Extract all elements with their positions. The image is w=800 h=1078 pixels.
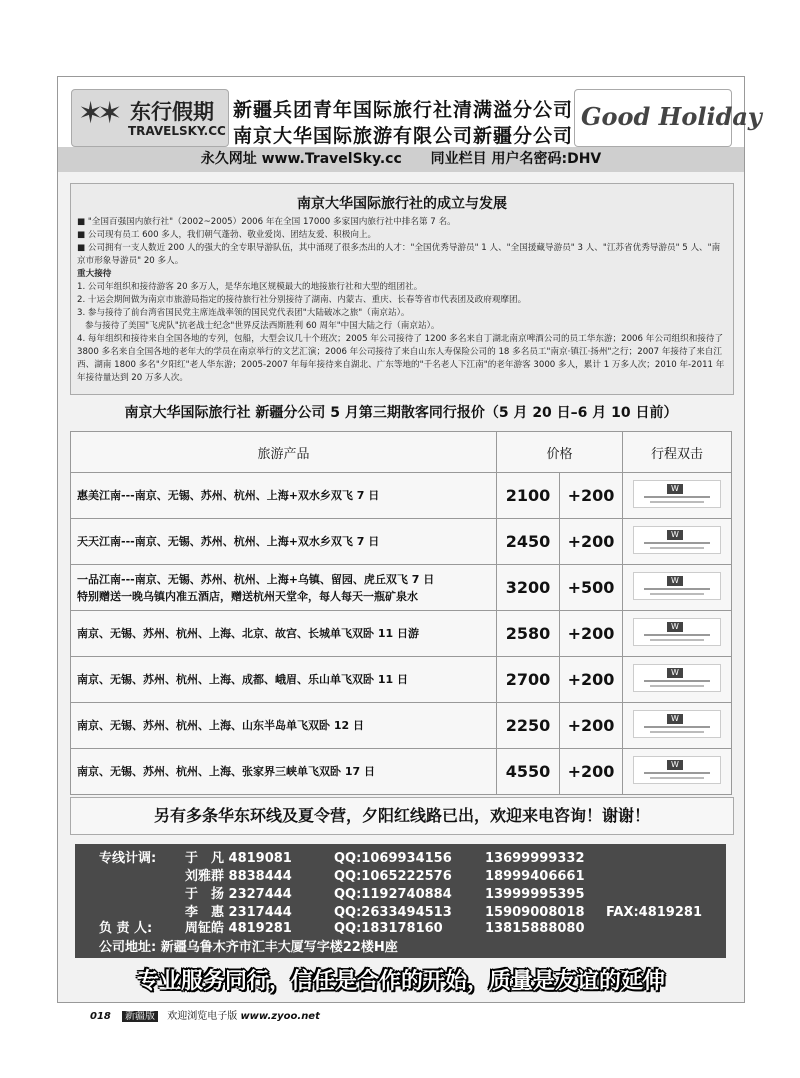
product-name: 天天江南---南京、无锡、苏州、杭州、上海+双水乡双飞 7 日 — [77, 535, 380, 548]
product-name: 南京、无锡、苏州、杭州、上海、成都、峨眉、乐山单飞双卧 11 日 — [77, 673, 408, 686]
product-name: 惠美江南---南京、无锡、苏州、杭州、上海+双水乡双飞 7 日 — [77, 489, 380, 502]
intro-box — [70, 183, 734, 395]
product-name: 南京、无锡、苏州、杭州、上海、张家界三峡单飞双卧 17 日 — [77, 765, 375, 778]
address-text: 新疆乌鲁木齐市汇丰大厦写字楼22楼H座 — [160, 940, 398, 955]
manager-label: 负 责 人: — [99, 921, 153, 936]
price-cell: 2100 — [497, 473, 560, 519]
agency-name-1: 新疆兵团青年国际旅行社清满溢分公司 — [233, 99, 574, 121]
product-cell — [71, 473, 497, 519]
product-cell — [71, 519, 497, 565]
edition-badge: 新疆版 — [122, 1011, 158, 1022]
product-name: 南京、无锡、苏州、杭州、上海、北京、故宫、长城单飞双卧 11 日游 — [77, 627, 419, 640]
surcharge-cell: +200 — [560, 749, 623, 795]
contact-phone: 13999995395 — [485, 887, 585, 902]
table-row — [71, 611, 732, 657]
pricing-title: 南京大华国际旅行社 新疆分公司 5 月第三期散客同行报价（5 月 20 日–6 月 10 日前） — [124, 405, 678, 421]
price-cell: 2250 — [497, 703, 560, 749]
agency-name-2: 南京大华国际旅游有限公司新疆分公司 — [233, 125, 574, 147]
schedule-cell[interactable] — [623, 703, 732, 749]
logo-cn-text: 东行假期 — [130, 100, 214, 124]
intro-item: 4. 每年组织和接待来自全国各地的专列，包船，大型会议几十个班次；2005 年公司接待了 1200 多名来自丁湖北南京啤酒公司的员工华东游；2006 年公司组织和接待了3800 多名来自全国各地的老年大的学员在南京举行的文艺汇演；2006 年公司接待了来自山东人寿保险公司的 18 多名员工"南京·镇江·扬州"之行；2007 年接待了来自江西、湖南 1800 多名"夕阳红"老人华东游；2005-2007 年每年接待来自湖北、广东等地的"千名老人下江南"的老年游客 3000 多人，累计 1 万多人次；2010 年-2011 年年接待量达到 20 万多人次。 — [77, 334, 725, 383]
hotline-label: 专线计调: — [99, 851, 157, 866]
footer-url[interactable]: www.zyoo.net — [240, 1011, 320, 1022]
contact-name: 于 扬 2327444 — [185, 887, 292, 902]
manager-name: 周钲皓 4819281 — [185, 921, 292, 936]
intro-item: 1. 公司年组织和接待游客 20 多万人，是华东地区规模最大的地接旅行社和大型的组团社。 — [77, 282, 423, 292]
schedule-cell[interactable] — [623, 749, 732, 795]
intro-subhead: 重大接待 — [77, 269, 112, 279]
fax-number: FAX:4819281 — [606, 905, 702, 920]
website-link[interactable]: 永久网址 www.TravelSky.cc — [200, 151, 402, 167]
product-cell — [71, 703, 497, 749]
manager-qq: QQ:183178160 — [334, 921, 443, 936]
manager-phone: 13815888080 — [485, 921, 585, 936]
contact-phone: 18999406661 — [485, 869, 585, 884]
contact-qq: QQ:1069934156 — [334, 851, 452, 866]
logo-en-text: TRAVELSKY.CC — [128, 124, 226, 138]
header — [58, 77, 762, 172]
itinerary-doc-icon[interactable]: W — [633, 572, 721, 600]
page-panel — [57, 76, 762, 1003]
contact-qq: QQ:1065222576 — [334, 869, 452, 884]
schedule-cell[interactable] — [623, 519, 732, 565]
table-row — [71, 749, 732, 795]
product-cell — [71, 749, 497, 795]
table-row — [71, 657, 732, 703]
price-cell: 3200 — [497, 565, 560, 611]
product-name: 南京、无锡、苏州、杭州、上海、山东半岛单飞双卧 12 日 — [77, 719, 364, 732]
notice-banner: 另有多条华东环线及夏令营，夕阳红线路已出，欢迎来电咨询！谢谢！ — [70, 797, 734, 835]
product-cell — [71, 657, 497, 703]
page-number: 018 — [90, 1011, 111, 1022]
contact-name: 刘雅群 8838444 — [185, 869, 292, 884]
schedule-cell[interactable] — [623, 611, 732, 657]
people-logo-icon: ✶✶ — [78, 96, 117, 131]
itinerary-doc-icon[interactable]: W — [633, 710, 721, 738]
intro-bullet: ■ "全国百强国内旅行社"（2002~2005）2006 年在全国 17000 多家国内旅行社中排名第 7 名。 — [77, 217, 456, 227]
product-cell — [71, 565, 497, 611]
table-row — [71, 473, 732, 519]
login-info: 同业栏目 用户名密码:DHV — [430, 151, 602, 167]
col-price: 价格 — [497, 432, 623, 473]
intro-title: 南京大华国际旅行社的成立与发展 — [297, 196, 507, 212]
product-cell — [71, 611, 497, 657]
itinerary-doc-icon[interactable]: W — [633, 526, 721, 554]
contact-qq: QQ:1192740884 — [334, 887, 452, 902]
intro-item: 3. 参与接待了前台湾省国民党主席连战率领的国民党代表团"大陆破冰之旅"（南京站）。 — [77, 308, 410, 318]
table-row — [71, 703, 732, 749]
itinerary-doc-icon[interactable]: W — [633, 480, 721, 508]
col-product: 旅游产品 — [71, 432, 497, 473]
slogan: 专业服务同行，信任是合作的开始，质量是友谊的延伸 — [136, 969, 665, 994]
schedule-cell[interactable] — [623, 565, 732, 611]
schedule-cell[interactable] — [623, 473, 732, 519]
price-table — [70, 431, 732, 795]
good-holiday-logo — [574, 89, 762, 147]
surcharge-cell: +200 — [560, 611, 623, 657]
price-cell: 2580 — [497, 611, 560, 657]
price-cell: 4550 — [497, 749, 560, 795]
contact-phone: 13699999332 — [485, 851, 585, 866]
intro-body — [77, 216, 727, 385]
contact-name: 于 凡 4819081 — [185, 851, 292, 866]
product-name: 一品江南---南京、无锡、苏州、杭州、上海+乌镇、留园、虎丘双飞 7 日 — [77, 572, 435, 586]
surcharge-cell: +200 — [560, 519, 623, 565]
surcharge-cell: +200 — [560, 703, 623, 749]
itinerary-doc-icon[interactable]: W — [633, 618, 721, 646]
table-row — [71, 519, 732, 565]
address-row — [99, 936, 398, 955]
intro-item: 2. 十运会期间做为南京市旅游局指定的接待旅行社分别接待了湖南、内蒙古、重庆、长春等省市代表团及政府观摩团。 — [77, 295, 527, 305]
surcharge-cell: +200 — [560, 473, 623, 519]
surcharge-cell: +500 — [560, 565, 623, 611]
info-bar — [58, 147, 744, 172]
page-footer — [90, 1009, 320, 1025]
intro-item: 参与接待了美国"飞虎队"抗老战士纪念"世界反法西斯胜利 60 周年"中国大陆之行（南京站）。 — [85, 321, 440, 331]
surcharge-cell: +200 — [560, 657, 623, 703]
address-label: 公司地址: — [99, 940, 157, 955]
price-cell: 2450 — [497, 519, 560, 565]
table-row — [71, 565, 732, 611]
contact-qq: QQ:2633494513 — [334, 905, 452, 920]
good-holiday-text: Good Holiday — [581, 102, 762, 131]
contact-phone: 15909008018 — [485, 905, 585, 920]
contact-panel — [75, 844, 726, 958]
contact-name: 李 惠 2317444 — [185, 905, 292, 920]
itinerary-doc-icon[interactable]: W — [633, 756, 721, 784]
price-cell: 2700 — [497, 657, 560, 703]
table-header — [71, 432, 732, 473]
intro-bullet: ■ 公司拥有一支人数近 200 人的强大的全专职导游队伍，其中涌现了很多杰出的人才："全国优秀导游员" 1 人、"全国援藏导游员" 3 人、"江苏省优秀导游员" 5 人、"南京市形象导游员" 20 多人。 — [77, 243, 721, 266]
intro-bullet: ■ 公司现有员工 600 多人，我们朝气蓬勃、敬业爱岗、团结友爱、积极向上。 — [77, 230, 377, 240]
itinerary-doc-icon[interactable]: W — [633, 664, 721, 692]
footer-text: 欢迎浏览电子版 — [167, 1011, 238, 1022]
travelsky-logo — [71, 89, 229, 147]
schedule-cell[interactable] — [623, 657, 732, 703]
col-schedule: 行程双击 — [623, 432, 732, 473]
product-bonus: 特别赠送一晚乌镇内准五酒店，赠送杭州天堂伞，每人每天一瓶矿泉水 — [77, 589, 418, 603]
